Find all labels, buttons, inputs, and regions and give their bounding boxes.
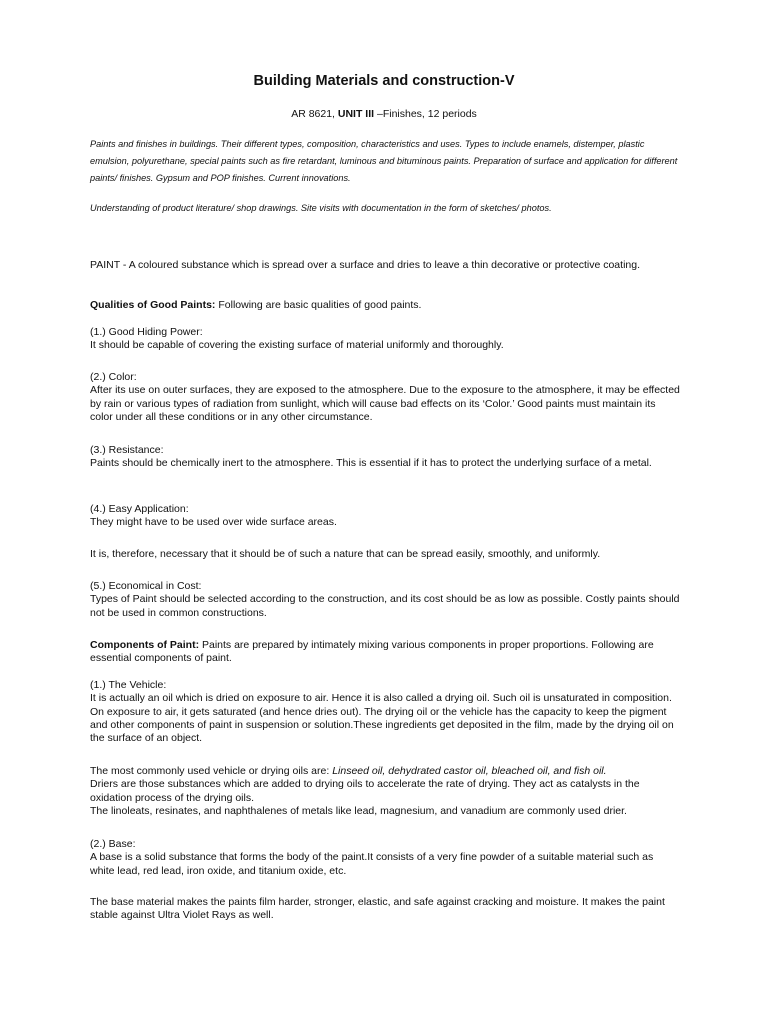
quality-text: It should be capable of covering the existing surface of material uniformly and thoroughly.	[90, 339, 504, 352]
page-title: Building Materials and construction-V	[253, 73, 515, 89]
vehicle-title: (1.) The Vehicle:	[90, 679, 167, 691]
quality-text: After its use on outer surfaces, they are exposed to the atmosphere. Due to the exposure to the atmosphere, it may be effected by rain or various types of radiation from sunlight, which will cause bad effects on its ‘Color.’ Good paints must maintain its color under all these conditions or in any other circumstance.	[90, 384, 680, 423]
drying-oils-line	[90, 765, 680, 778]
components-intro-text: Paints are prepared by intimately mixing various components in proper proportions. Following are essential components of paint.	[90, 639, 654, 665]
quality-title: (3.) Resistance:	[90, 444, 164, 456]
quality-text: Paints should be chemically inert to the atmosphere. This is essential if it has to protect the underlying surface of a metal.	[90, 457, 652, 470]
quality-text: They might have to be used over wide surface areas.	[90, 516, 337, 529]
course-subtitle	[0, 108, 768, 120]
unit-topic: –Finishes, 12 periods	[374, 108, 477, 120]
syllabus-paragraph-2: Understanding of product literature/ shop drawings. Site visits with documentation in the form of sketches/ photos.	[90, 203, 552, 213]
base-text: A base is a solid substance that forms the body of the paint.It consists of a very fine powder of a suitable material such as white lead, red lead, iron oxide, and titanium oxide, etc.	[90, 851, 654, 877]
qualities-heading: Qualities of Good Paints:	[90, 299, 216, 311]
unit-label: UNIT III	[337, 108, 375, 120]
base-title: (2.) Base:	[90, 838, 136, 850]
driers-list: The linoleats, resinates, and naphthalenes of metals like lead, magnesium, and vanadium are commonly used drier.	[90, 804, 627, 817]
paint-definition: PAINT - A coloured substance which is spread over a surface and dries to leave a thin decorative or protective coating.	[90, 259, 640, 271]
drying-oils-lead: The most commonly used vehicle or drying oils are:	[90, 765, 333, 777]
quality-item	[90, 326, 680, 353]
components-intro	[90, 639, 680, 666]
vehicle-text: It is actually an oil which is dried on exposure to air. Hence it is also called a drying oil. Such oil is unsaturated in composition. On exposure to air, it gets saturated (and hence dries out). The drying oil or the vehicle has the capacity to keep the pigment and other components of paint in suspension or solution.These ingredients get deposited in the film, made by the drying oil on the surface of an object.	[90, 692, 674, 745]
quality-title: (4.) Easy Application:	[90, 503, 189, 515]
base-section	[90, 838, 680, 878]
quality-title: (5.) Economical in Cost:	[90, 580, 202, 592]
base-note: The base material makes the paints film harder, stronger, elastic, and safe against cracking and moisture. It makes the paint stable against Ultra Violet Rays as well.	[90, 896, 665, 922]
drying-oils-section	[90, 765, 680, 818]
quality-text: Types of Paint should be selected according to the construction, and its cost should be as low as possible. Costly paints should not be used in common constructions.	[90, 593, 680, 619]
quality-item	[90, 580, 680, 620]
driers-text: Driers are those substances which are added to drying oils to accelerate the rate of drying. They act as catalysts in the oxidation process of the drying oils.	[90, 778, 640, 804]
easy-application-note: It is, therefore, necessary that it should be of such a nature that can be spread easily, smoothly, and uniformly.	[90, 548, 601, 560]
syllabus-paragraph-1: Paints and finishes in buildings. Their different types, composition, characteristics and uses. Types to include enamels, distemper, plastic emulsion, polyurethane, special paints such as fire retardant, luminous and bituminous paints. Preparation of surface and application for different paints/ finishes. Gypsum and POP finishes. Current innovations.	[90, 139, 678, 183]
components-heading: Components of Paint:	[90, 639, 200, 651]
quality-item	[90, 444, 680, 471]
quality-item	[90, 503, 680, 530]
vehicle-section	[90, 679, 680, 745]
quality-title: (1.) Good Hiding Power:	[90, 326, 203, 338]
quality-title: (2.) Color:	[90, 371, 137, 383]
quality-item	[90, 371, 680, 424]
qualities-intro	[90, 299, 680, 312]
course-code: AR 8621,	[291, 108, 338, 120]
qualities-intro-text: Following are basic qualities of good paints.	[215, 299, 422, 311]
drying-oils-list: Linseed oil, dehydrated castor oil, bleached oil, and fish oil.	[332, 765, 607, 777]
